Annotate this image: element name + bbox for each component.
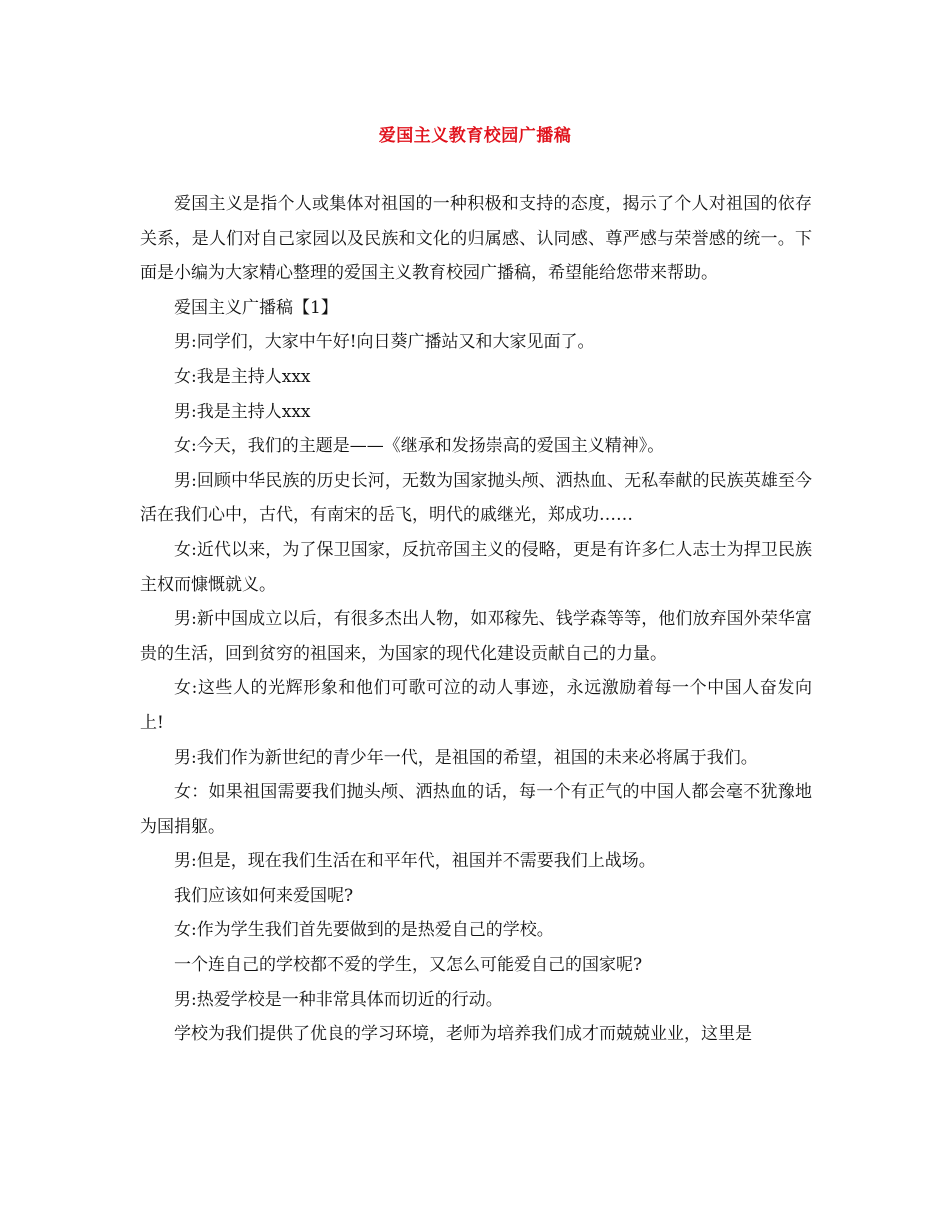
paragraph: 学校为我们提供了优良的学习环境，老师为培养我们成才而兢兢业业，这里是 — [174, 1024, 752, 1045]
paragraph: 男:同学们，大家中午好!向日葵广播站又和大家见面了。 — [174, 332, 595, 353]
paragraph: 女:近代以来，为了保卫国家，反抗帝国主义的侵略，更是有许多仁人志士为捍卫民族主权而慷慨就义。 — [140, 539, 812, 595]
paragraph: 一个连自己的学校都不爱的学生，又怎么可能爱自己的国家呢? — [174, 955, 643, 976]
paragraph: 爱国主义是指个人或集体对祖国的一种积极和支持的态度，揭示了个人对祖国的依存关系，是人们对自己家园以及民族和文化的归属感、认同感、尊严感与荣誉感的统一。下面是小编为大家精心整理的爱国主义教育校园广播稿，希望能给您带来帮助。 — [140, 194, 812, 284]
paragraph: 女:作为学生我们首先要做到的是热爱自己的学校。 — [174, 920, 554, 941]
paragraph: 男:我们作为新世纪的青少年一代，是祖国的希望，祖国的未来必将属于我们。 — [174, 747, 758, 768]
paragraph: 男:新中国成立以后，有很多杰出人物，如邓稼先、钱学森等等，他们放弃国外荣华富贵的生活，回到贫穷的祖国来，为国家的现代化建设贡献自己的力量。 — [140, 609, 812, 664]
paragraph: 男:但是，现在我们生活在和平年代，祖国并不需要我们上战场。 — [174, 851, 656, 872]
paragraph: 女：如果祖国需要我们抛头颅、洒热血的话，每一个有正气的中国人都会毫不犹豫地为国捐躯。 — [140, 782, 812, 837]
paragraph: 女:这些人的光辉形象和他们可歌可泣的动人事迹，永远激励着每一个中国人奋发向上! — [140, 678, 812, 733]
document-body — [140, 187, 812, 1052]
paragraph: 女:今天，我们的主题是——《继承和发扬崇高的爱国主义精神》。 — [174, 436, 665, 457]
paragraph: 男:回顾中华民族的历史长河，无数为国家抛头颅、洒热血、无私奉献的民族英雄至今活在我们心中，古代，有南宋的岳飞，明代的戚继光，郑成功…… — [140, 470, 812, 526]
paragraph: 男:热爱学校是一种非常具体而切近的行动。 — [174, 989, 503, 1010]
paragraph: 爱国主义广播稿【1】 — [174, 297, 338, 318]
paragraph: 我们应该如何来爱国呢? — [174, 885, 354, 906]
paragraph: 男:我是主持人xxx — [174, 401, 311, 422]
paragraph: 女:我是主持人xxx — [174, 366, 311, 387]
document-title: 爱国主义教育校园广播稿 — [378, 126, 572, 146]
